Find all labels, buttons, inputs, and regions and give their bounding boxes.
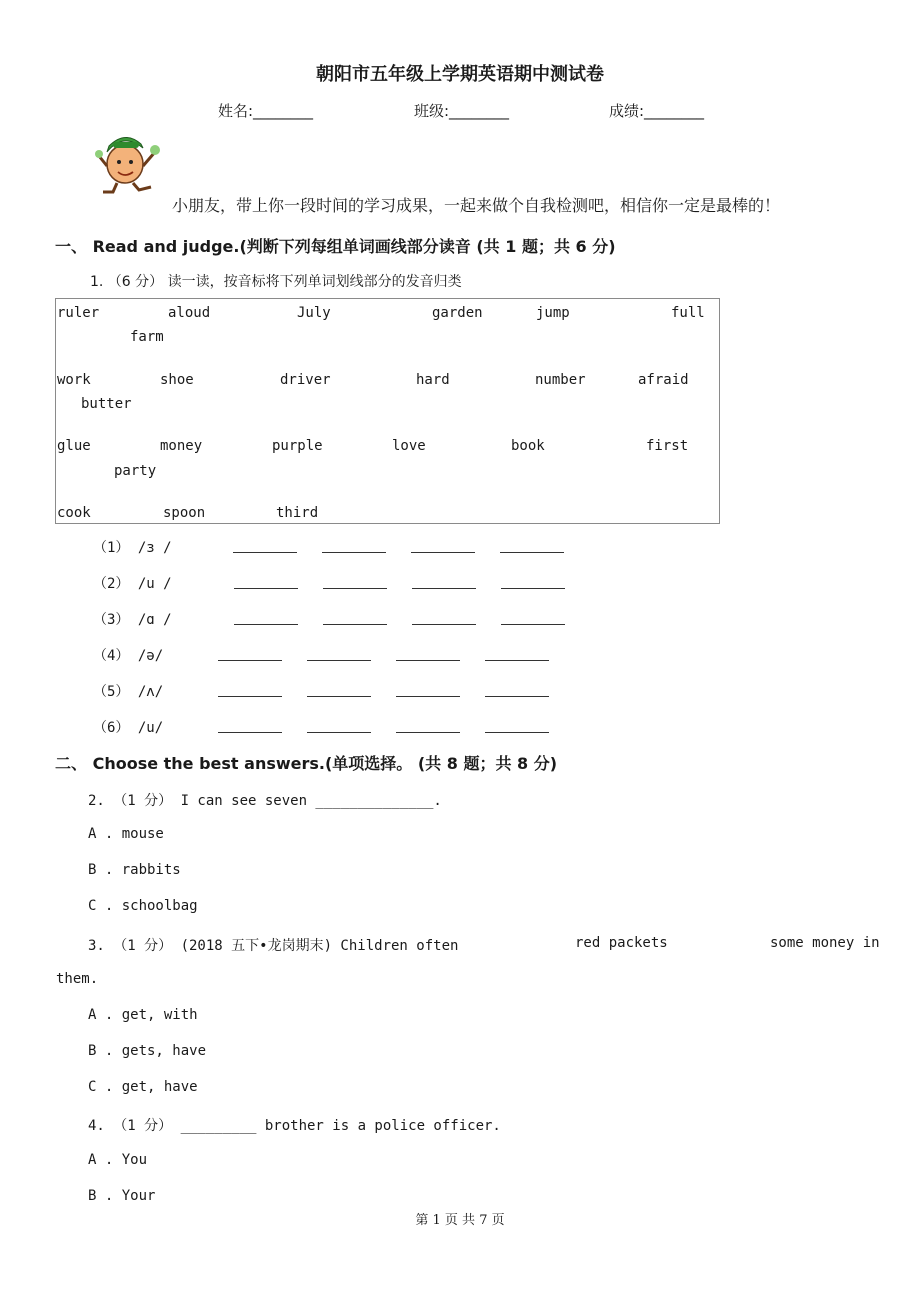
sound-label: （5） /ʌ/ [93, 684, 164, 700]
word: money [160, 438, 203, 454]
word: first [646, 438, 689, 454]
answer-blank[interactable] [412, 624, 476, 625]
question-3-prompt: 3. （1 分） (2018 五下•龙岗期末) Children often [88, 938, 459, 954]
sound-label: （3） /ɑ / [93, 612, 172, 628]
class-field: 班级:________ [414, 102, 510, 120]
answer-blank[interactable] [485, 660, 549, 661]
word: full [671, 305, 705, 321]
option-a[interactable]: A . mouse [88, 826, 164, 842]
word: book [511, 438, 545, 454]
word: glue [57, 438, 91, 454]
word: purple [272, 438, 323, 454]
word: party [114, 463, 157, 479]
answer-blank[interactable] [218, 732, 282, 733]
section-2-heading: 二、 Choose the best answers.(单项选择。 (共 8 题；共 8 分) [55, 754, 558, 773]
option-c[interactable]: C . get, have [88, 1079, 198, 1095]
option-c[interactable]: C . schoolbag [88, 898, 198, 914]
word: jump [536, 305, 570, 321]
question-3-prompt-part: red packets [575, 935, 668, 951]
option-b[interactable]: B . gets, have [88, 1043, 207, 1059]
intro-text: 小朋友，带上你一段时间的学习成果，一起来做个自我检测吧，相信你一定是最棒的！ [172, 196, 781, 215]
score-field: 成绩:________ [609, 102, 705, 120]
answer-blank[interactable] [501, 588, 565, 589]
sound-label: （1） /ɜ / [93, 540, 172, 556]
answer-blank[interactable] [234, 588, 298, 589]
answer-blank[interactable] [234, 624, 298, 625]
question-2-prompt: 2. （1 分） I can see seven ______________. [88, 793, 442, 809]
word: July [297, 305, 331, 321]
sound-label: （6） /u/ [93, 720, 164, 736]
answer-blank[interactable] [485, 732, 549, 733]
word: driver [280, 372, 331, 388]
word: work [57, 372, 91, 388]
question-3-prompt-part: them. [56, 971, 99, 987]
answer-blank[interactable] [500, 552, 564, 553]
section-1-heading: 一、 Read and judge.(判断下列每组单词画线部分读音 (共 1 题；共 6 分) [55, 237, 616, 256]
answer-blank[interactable] [218, 696, 282, 697]
word: afraid [638, 372, 689, 388]
page-footer: 第 1 页 共 7 页 [415, 1213, 505, 1228]
answer-blank[interactable] [411, 552, 475, 553]
page-title: 朝阳市五年级上学期英语期中测试卷 [316, 64, 604, 85]
question-4-prompt: 4. （1 分） _________ brother is a police officer. [88, 1118, 501, 1134]
word: number [535, 372, 586, 388]
word: shoe [160, 372, 194, 388]
word: third [276, 505, 319, 521]
answer-blank[interactable] [307, 660, 371, 661]
answer-blank[interactable] [323, 588, 387, 589]
question-1-prompt: 1. （6 分） 读一读，按音标将下列单词划线部分的发音归类 [90, 274, 462, 290]
word: cook [57, 505, 91, 521]
word: hard [416, 372, 450, 388]
answer-blank[interactable] [396, 732, 460, 733]
answer-blank[interactable] [218, 660, 282, 661]
answer-blank[interactable] [412, 588, 476, 589]
sound-label: （2） /u / [93, 576, 172, 592]
word: garden [432, 305, 483, 321]
option-b[interactable]: B . rabbits [88, 862, 181, 878]
answer-blank[interactable] [396, 696, 460, 697]
answer-blank[interactable] [322, 552, 386, 553]
name-field: 姓名:________ [218, 102, 314, 120]
answer-blank[interactable] [323, 624, 387, 625]
question-3-prompt-part: some money in [770, 935, 880, 951]
option-a[interactable]: A . get, with [88, 1007, 198, 1023]
answer-blank[interactable] [501, 624, 565, 625]
option-a[interactable]: A . You [88, 1152, 148, 1168]
word: aloud [168, 305, 211, 321]
word: farm [130, 329, 164, 345]
answer-blank[interactable] [233, 552, 297, 553]
word: spoon [163, 505, 206, 521]
word: love [392, 438, 426, 454]
cartoon-boy-icon [93, 130, 168, 195]
option-b[interactable]: B . Your [88, 1188, 156, 1204]
answer-blank[interactable] [307, 732, 371, 733]
word: butter [81, 396, 132, 412]
sound-label: （4） /ə/ [93, 648, 164, 664]
answer-blank[interactable] [396, 660, 460, 661]
answer-blank[interactable] [307, 696, 371, 697]
answer-blank[interactable] [485, 696, 549, 697]
word: ruler [57, 305, 100, 321]
